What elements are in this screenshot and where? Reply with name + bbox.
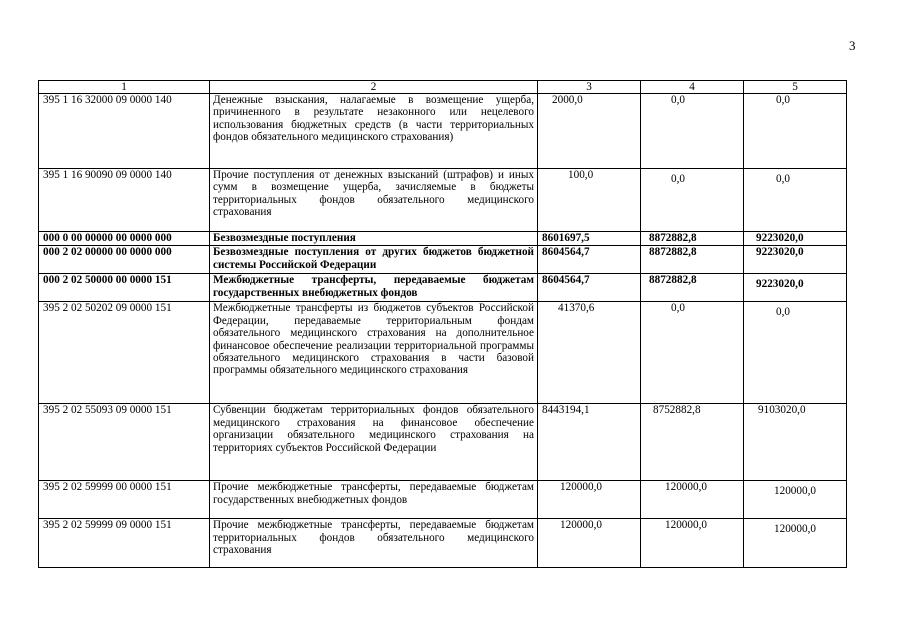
table-row [39,274,847,302]
row-value-5: 0,0 [744,169,847,232]
row-value-5: 9103020,0 [744,404,847,481]
row-value-4: 0,0 [641,169,744,232]
row-description: Безвозмездные поступления [210,232,538,246]
row-description: Субвенции бюджетам территориальных фондов обязательного медицинского страхования на финансовое обеспечение организации обязательного медицинского страхования на территориях субъектов Российской Федерации [210,404,538,481]
column-header-4: 4 [641,81,744,94]
row-value-3: 2000,0 [538,94,641,169]
page-number: 3 [849,38,856,53]
budget-table [38,80,847,568]
table-row [39,481,847,519]
row-value-3: 8604564,7 [538,274,641,302]
table-row [39,169,847,232]
row-value-3: 100,0 [538,169,641,232]
table-row [39,302,847,404]
row-code: 395 2 02 55093 09 0000 151 [39,404,210,481]
row-description: Прочие поступления от денежных взысканий (штрафов) и иных сумм в возмещение ущерба, зачисляемые в бюджеты территориальных фондов обязательного медицинского страхования [210,169,538,232]
table-row [39,519,847,568]
row-value-4: 120000,0 [641,481,744,519]
row-value-3: 120000,0 [538,481,641,519]
row-value-4: 8752882,8 [641,404,744,481]
row-description: Межбюджетные трансферты, передаваемые бюджетам государственных внебюджетных фондов [210,274,538,302]
row-code: 395 1 16 32000 09 0000 140 [39,94,210,169]
row-value-4: 0,0 [641,94,744,169]
row-value-4: 0,0 [641,302,744,404]
row-value-3: 120000,0 [538,519,641,568]
row-code: 395 2 02 59999 00 0000 151 [39,481,210,519]
table-row [39,246,847,274]
row-code: 000 2 02 00000 00 0000 000 [39,246,210,274]
row-value-3: 8443194,1 [538,404,641,481]
row-description: Межбюджетные трансферты из бюджетов субъектов Российской Федерации, передаваемые территориальным фондам обязательного медицинского страхования на дополнительное финансовое обеспечение реализации территориальной программы обязательного медицинского страхования в части базовой программы обязательного медицинского страхования [210,302,538,404]
row-code: 000 0 00 00000 00 0000 000 [39,232,210,246]
row-description: Прочие межбюджетные трансферты, передаваемые бюджетам территориальных фондов обязательного медицинского страхования [210,519,538,568]
row-value-4: 120000,0 [641,519,744,568]
row-description: Прочие межбюджетные трансферты, передаваемые бюджетам государственных внебюджетных фондов [210,481,538,519]
row-value-3: 41370,6 [538,302,641,404]
row-value-4: 8872882,8 [641,232,744,246]
row-code: 395 2 02 59999 09 0000 151 [39,519,210,568]
column-header-2: 2 [210,81,538,94]
row-value-4: 8872882,8 [641,246,744,274]
column-header-3: 3 [538,81,641,94]
row-code: 395 1 16 90090 09 0000 140 [39,169,210,232]
row-value-5: 9223020,0 [744,232,847,246]
table-header-row [39,81,847,94]
row-value-3: 8601697,5 [538,232,641,246]
row-value-5: 120000,0 [744,519,847,568]
table-row [39,404,847,481]
row-value-5: 9223020,0 [744,246,847,274]
row-description: Безвозмездные поступления от других бюджетов бюджетной системы Российской Федерации [210,246,538,274]
row-code: 000 2 02 50000 00 0000 151 [39,274,210,302]
row-value-5: 0,0 [744,302,847,404]
table-row [39,94,847,169]
column-header-1: 1 [39,81,210,94]
row-value-5: 0,0 [744,94,847,169]
column-header-5: 5 [744,81,847,94]
row-value-3: 8604564,7 [538,246,641,274]
table-row [39,232,847,246]
row-description: Денежные взыскания, налагаемые в возмещение ущерба, причиненного в результате незаконного или нецелевого использования бюджетных средств (в части территориальных фондов обязательного медицинского страхования) [210,94,538,169]
row-code: 395 2 02 50202 09 0000 151 [39,302,210,404]
row-value-5: 120000,0 [744,481,847,519]
row-value-4: 8872882,8 [641,274,744,302]
row-value-5: 9223020,0 [744,274,847,302]
